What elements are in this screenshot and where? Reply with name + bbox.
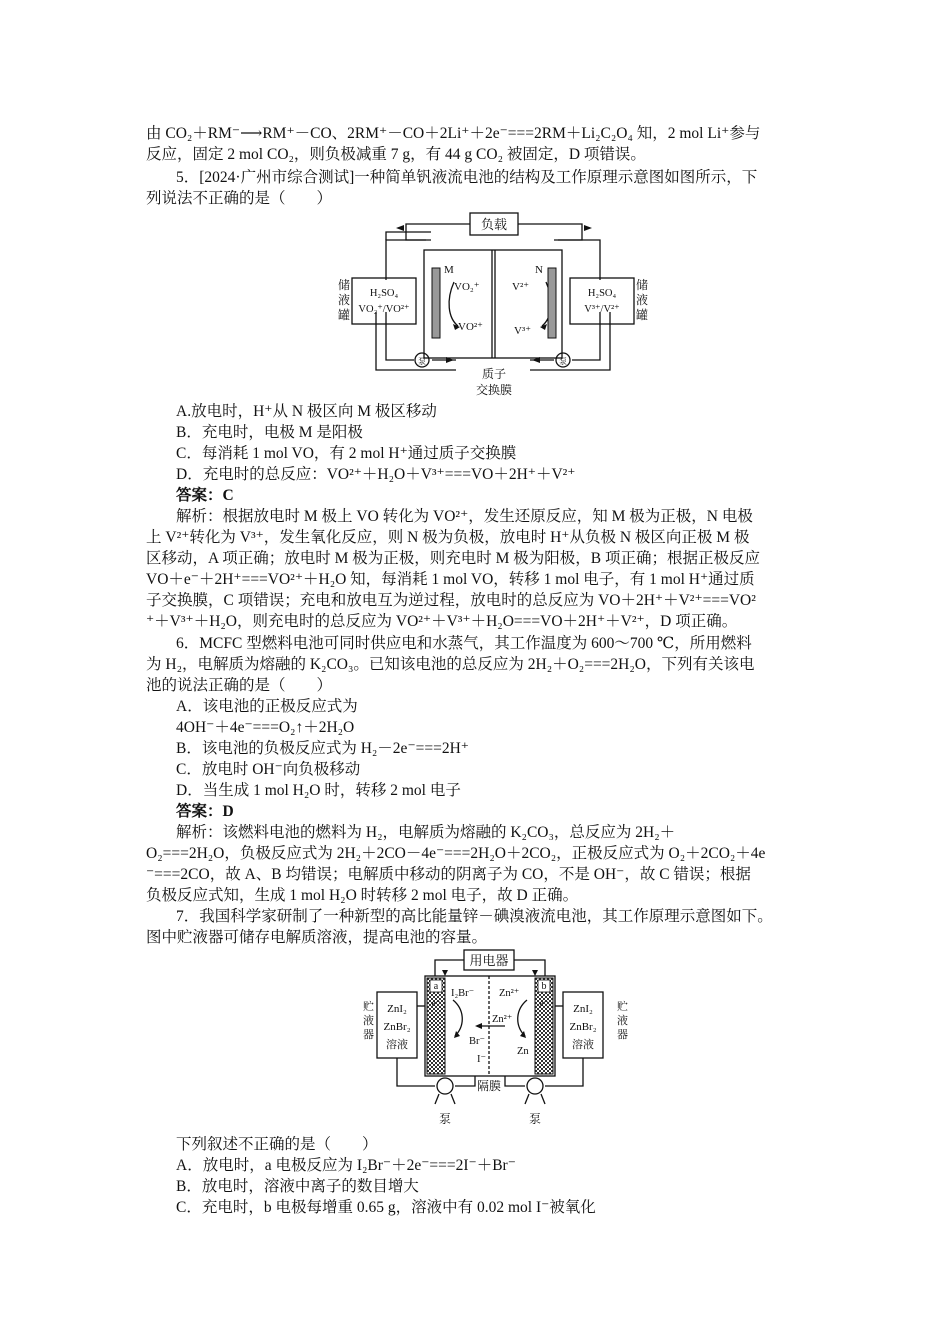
option-b: B．充电时，电极 M 是阳极 [176, 424, 363, 441]
solution-text: ZnBr₂ [383, 1021, 411, 1033]
left-store-label [363, 1000, 374, 1041]
electrode-a [427, 978, 445, 1074]
vertical-label-char: 储 [636, 278, 649, 292]
pump-label: 泵 [418, 357, 426, 366]
vertical-label-char: 器 [363, 1029, 374, 1041]
device-label: 用电器 [469, 953, 509, 968]
tank-text: H₂SO₄ [369, 288, 399, 299]
explanation-line: O₂===2H₂O，负极反应式为 2H₂＋2CO－4e⁻===2H₂O＋2CO₂，正极反应式为 O₂＋2CO₂＋4e [146, 845, 766, 862]
text-line: 反应，固定 2 mol CO₂，则负极减重 7 g，有 44 g CO₂ 被固定，D 项错误。 [146, 146, 646, 163]
vertical-label-char: 液 [617, 1015, 628, 1027]
solution-text: ZnI₂ [387, 1003, 407, 1015]
question-7-prompt: 下列叙述不正确的是（ ） [176, 1136, 378, 1153]
text-line: 由 CO₂＋RM⁻⟶RM⁺－CO、2RM⁺－CO＋2Li⁺＋2e⁻===2RM＋Li₂C₂O₄ 知，2 mol Li⁺参与 [146, 125, 761, 142]
ion-label: VO₂⁺ [454, 281, 480, 293]
solution-text: 溶液 [386, 1039, 408, 1051]
electrode-b-label: b [541, 981, 547, 992]
explanation-line: ⁻===2CO，故 A、B 均错误；电解质中移动的阴离子为 CO，不是 OH⁻，故 C 错误；根据 [146, 866, 751, 883]
ion-label: I₂Br⁻ [451, 988, 475, 999]
explanation-line: 区移动，A 项正确；放电时 M 极为正极，则充电时 M 极为阳极，B 项正确；根据正极反应 [146, 550, 760, 567]
question-5-stem: 列说法不正确的是（ ） [146, 190, 333, 207]
ion-label: VO²⁺ [458, 321, 483, 333]
solution-text: ZnI₂ [573, 1003, 593, 1015]
vertical-label-char: 液 [338, 293, 351, 307]
option-d: D．充电时的总反应：VO²⁺＋H₂O＋V³⁺===VO＋2H⁺＋V²⁺ [176, 466, 576, 483]
explanation-line: 解析：根据放电时 M 极上 VO 转化为 VO²⁺，发生还原反应，知 M 极为正极，N 电极 [176, 508, 753, 525]
vertical-label-char: 罐 [338, 308, 351, 322]
ion-label: V²⁺ [512, 281, 530, 293]
question-7-stem: 7．我国科学家研制了一种新型的高比能量锌－碘溴液流电池，其工作原理示意图如下。 [176, 908, 773, 925]
right-store-label [617, 1000, 628, 1041]
explanation-line: 负极反应式知，生成 1 mol H₂O 时转移 2 mol 电子，故 D 正确。 [146, 887, 579, 904]
pump-label: 泵 [438, 1112, 452, 1126]
option-b: B．放电时，溶液中离子的数目增大 [176, 1178, 419, 1195]
vertical-label-char: 储 [338, 278, 351, 292]
membrane-label: 交换膜 [475, 383, 513, 397]
tank-text: VO₂⁺/VO²⁺ [358, 304, 410, 315]
membrane-label: 质子 [481, 367, 507, 381]
explanation-line: ⁺＋V³⁺＋H₂O，则充电时的总反应为 VO²⁺＋V³⁺＋H₂O===VO＋2H⁺＋V²⁺，D 项正确。 [146, 613, 738, 630]
option-a: A．放电时，a 电极反应为 I₂Br⁻＋2e⁻===2I⁻＋Br⁻ [176, 1157, 516, 1174]
load-label: 负载 [480, 217, 508, 232]
option-a: A.放电时，H⁺从 N 极区向 M 极区移动 [176, 403, 437, 420]
right-tank-label [636, 277, 648, 322]
ion-label: V³⁺ [514, 325, 532, 337]
explanation-line: 上 V²⁺转化为 V³⁺，发生氧化反应，则 N 极为负极，放电时 H⁺从负极 N 极区向正极 M 极 [146, 529, 750, 546]
electron-label: e⁻ [431, 998, 441, 1008]
answer-label: 答案：C [176, 487, 234, 504]
electron-label: e⁻ [539, 998, 549, 1008]
ion-label: I⁻ [477, 1054, 487, 1065]
option-c: C．充电时，b 电极每增重 0.65 g，溶液中有 0.02 mol I⁻被氧化 [176, 1199, 596, 1216]
question-6-stem: 6．MCFC 型燃料电池可同时供应电和水蒸气，其工作温度为 600～700 ℃，所用燃料 [176, 635, 752, 652]
ion-label: Zn²⁺ [492, 1014, 513, 1025]
solution-text: ZnBr₂ [569, 1021, 597, 1033]
solution-text: 溶液 [572, 1039, 594, 1051]
question-7-stem: 图中贮液器可储存电解质溶液，提高电池的容量。 [146, 929, 488, 946]
tank-text: V³⁺/V²⁺ [584, 304, 620, 315]
explanation-line: VO＋e⁻＋2H⁺===VO²⁺＋H₂O 知，每消耗 1 mol VO，转移 1 mol 电子，有 1 mol H⁺通过质 [146, 571, 755, 588]
question-5-stem: 5．[2024·广州市综合测试]一种简单钒液流电池的结构及工作原理示意图如图所示，下 [176, 169, 758, 186]
ion-label: Br⁻ [469, 1036, 486, 1047]
vertical-label-char: 液 [363, 1015, 374, 1027]
answer-label: 答案：D [176, 803, 234, 820]
option-c: C．每消耗 1 mol VO，有 2 mol H⁺通过质子交换膜 [176, 445, 517, 462]
explanation-line: 子交换膜，C 项错误；充电和放电互为逆过程，放电时的总反应为 VO＋2H⁺＋V²⁺===VO² [146, 592, 756, 609]
explanation-line: 解析：该燃料电池的燃料为 H₂，电解质为熔融的 K₂CO₃，总反应为 2H₂＋ [176, 824, 676, 841]
option-a-equation: 4OH⁻＋4e⁻===O₂↑＋2H₂O [176, 719, 355, 736]
right-tank [570, 278, 634, 324]
option-b: B．该电池的负极反应式为 H₂－2e⁻===2H⁺ [176, 740, 469, 757]
option-d: D．当生成 1 mol H₂O 时，转移 2 mol 电子 [176, 782, 461, 799]
tank-text: H₂SO₄ [587, 288, 617, 299]
vertical-label-char: 贮 [617, 1001, 628, 1013]
electrode-a-label: a [433, 981, 439, 992]
left-tank [352, 278, 416, 324]
zinc-iodobromide-battery-diagram [355, 946, 635, 1132]
electrode-m [432, 268, 440, 338]
electrode-m-label: M [444, 264, 454, 276]
ion-label: Zn [517, 1046, 529, 1057]
vertical-label-char: 液 [636, 293, 649, 307]
membrane-label: 隔膜 [476, 1079, 502, 1093]
option-a: A．该电池的正极反应式为 [176, 698, 358, 715]
vertical-label-char: 贮 [363, 1001, 374, 1013]
vertical-label-char: 罐 [636, 308, 649, 322]
pump-label: 泵 [528, 1112, 542, 1126]
option-c: C．放电时 OH⁻向负极移动 [176, 761, 361, 778]
electrode-n [548, 268, 556, 338]
ion-label: Zn²⁺ [499, 988, 520, 999]
left-tank-label [338, 277, 350, 322]
vanadium-battery-diagram [336, 210, 650, 400]
question-6-stem: 池的说法正确的是（ ） [146, 677, 333, 694]
question-6-stem: 为 H₂，电解质为熔融的 K₂CO₃。已知该电池的总反应为 2H₂＋O₂===2H₂O，下列有关该电 [146, 656, 755, 673]
pump-label: 泵 [559, 357, 567, 366]
electrode-n-label: N [535, 264, 543, 276]
electrode-b [535, 978, 553, 1074]
vertical-label-char: 器 [617, 1029, 628, 1041]
